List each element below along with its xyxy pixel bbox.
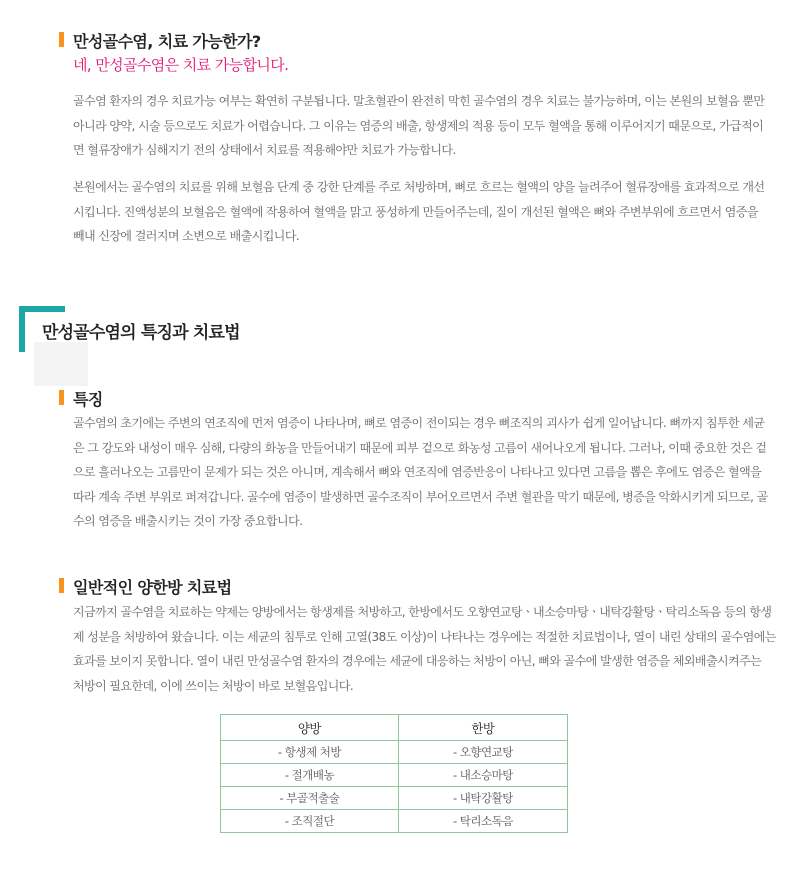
text-line: 골수염의 초기에는 주변의 연조직에 먼저 염증이 나타나며, 뼈로 염증이 전이되는 경우 뼈조직의 괴사가 쉽게 일어납니다. 뼈까지 침투한 세균 — [73, 416, 765, 430]
text-line: 은 그 강도와 내성이 매우 심해, 다량의 화농을 만들어내기 때문에 피부 겉으로 화농성 고름이 새어나오게 됩니다. 그러나, 이때 중요한 것은 겉 — [73, 440, 767, 455]
text-line: 빼내 신장에 걸러지며 소변으로 배출시킵니다. — [73, 229, 300, 243]
table-cell: - 부골적출술 — [221, 787, 399, 810]
text-line: 으로 흘러나오는 고름만이 문제가 되는 것은 아니며, 계속해서 뼈와 연조직에 염증반응이 나타나고 있다면 고름을 뽑은 후에도 염증은 혈액을 — [73, 465, 762, 479]
heading-marker — [59, 32, 64, 47]
table-cell: - 오향연교탕 — [398, 741, 567, 764]
text-line: 효과를 보이지 못합니다. 열이 내린 만성골수염 환자의 경우에는 세균에 대응하는 처방이 아닌, 뼈와 골수에 발생한 염증을 체외배출시켜주는 — [73, 654, 762, 668]
section-title: 만성골수염의 특징과 치료법 — [42, 323, 240, 343]
table-cell: - 내소승마탕 — [398, 764, 567, 787]
features-title: 특징 — [73, 390, 103, 409]
text-line: 처방이 필요한데, 이에 쓰이는 처방이 바로 보혈음입니다. — [73, 678, 354, 693]
text-line: 본원에서는 골수염의 치료를 위해 보혈음 단계 중 강한 단계를 주로 처방하며, 뼈로 흐르는 혈액의 양을 늘려주어 혈류장애를 효과적으로 개선 — [73, 180, 765, 194]
table-row — [221, 741, 568, 764]
text-line: 따라 계속 주변 부위로 퍼져갑니다. 골수에 염증이 발생하면 골수조직이 부어오르면서 주변 혈관을 막기 때문에, 병증을 악화시키게 되므로, 골 — [73, 489, 768, 504]
paragraph-treatment-methods — [73, 600, 788, 698]
text-line: 아니라 양약, 시술 등으로도 치료가 어렵습니다. 그 이유는 염증의 배출, 항생제의 적용 등이 모두 혈액을 통해 이루어지기 때문으로, 가급적이 — [73, 118, 764, 133]
table-header-row — [221, 715, 568, 741]
column-header-korean: 한방 — [398, 715, 567, 741]
table-cell: - 항생제 처방 — [221, 741, 399, 764]
text-line: 시킵니다. 진액성분의 보혈음은 혈액에 작용하여 혈액을 맑고 풍성하게 만들어주는데, 질이 개선된 혈액은 뼈와 주변부위에 흐르면서 염증을 — [73, 204, 758, 219]
treatment-title: 일반적인 양한방 치료법 — [73, 578, 232, 597]
heading-marker — [59, 578, 64, 593]
table-cell: - 절개배농 — [221, 764, 399, 787]
column-header-western: 양방 — [221, 715, 399, 741]
question-title: 만성골수염, 치료 가능한가? — [73, 32, 261, 51]
table-row — [221, 764, 568, 787]
table-row — [221, 810, 568, 833]
paragraph-prognosis — [73, 89, 788, 163]
paragraph-treatment — [73, 175, 788, 249]
text-line: 제 성분을 처방하여 왔습니다. 이는 세균의 침투로 인해 고열(38도 이상)이 나타나는 경우에는 적절한 치료법이나, 열이 내린 상태의 골수염에는 — [73, 629, 776, 644]
table-cell: - 탁리소독음 — [398, 810, 567, 833]
answer-text: 네, 만성골수염은 치료 가능합니다. — [73, 56, 289, 74]
paragraph-features — [73, 411, 788, 534]
text-line: 수의 염증을 배출시키는 것이 가장 중요합니다. — [73, 514, 303, 528]
text-line: 면 혈류장애가 심해지기 전의 상태에서 치료를 적용해야만 치료가 가능합니다. — [73, 143, 456, 157]
table-cell: - 조직절단 — [221, 810, 399, 833]
heading-marker — [59, 390, 64, 405]
table-cell: - 내탁강활탕 — [398, 787, 567, 810]
treatment-comparison-table — [220, 714, 568, 833]
text-line: 지금까지 골수염을 치료하는 약제는 양방에서는 항생제를 처방하고, 한방에서도 오향연교탕ㆍ내소승마탕ㆍ내탁강활탕ㆍ탁리소독음 등의 항생 — [73, 605, 772, 619]
text-line: 골수염 환자의 경우 치료가능 여부는 확연히 구분됩니다. 말초혈관이 완전히 막힌 골수염의 경우 치료는 불가능하며, 이는 본원의 보혈음 뿐만 — [73, 94, 765, 108]
table-row — [221, 787, 568, 810]
